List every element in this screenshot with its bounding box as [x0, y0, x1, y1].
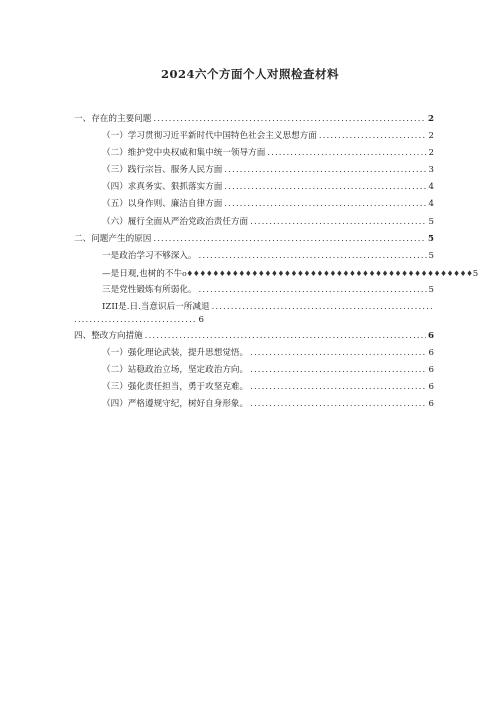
toc-entry-page: 4	[428, 199, 434, 210]
toc-leader-dots	[224, 162, 426, 179]
toc-entry-section-1-5[interactable]	[74, 196, 434, 213]
toc-leader-dots	[250, 396, 426, 413]
toc-entry-page: 5	[428, 250, 434, 261]
toc-entry-label: 三是党性锻炼有所弱化。	[102, 284, 197, 295]
toc-entry-label: —是日观,也树的不牛	[102, 268, 183, 279]
toc-entry-section-1-6[interactable]	[74, 214, 434, 231]
toc-entry-label: 一是政治学习不够深入。	[102, 250, 197, 261]
document-title: 2024六个方面个人对照检查材料	[160, 67, 339, 81]
toc-entry-label: 一、存在的主要问题	[74, 114, 152, 124]
toc-entry-page: 3	[428, 165, 434, 176]
toc-entry-section-2-3[interactable]	[74, 282, 434, 299]
toc-entry-label: （二）维护党中央权威和集中统一领导方面	[102, 148, 266, 159]
toc-leader-dots	[153, 231, 426, 248]
toc-leader-dots	[250, 379, 426, 396]
toc-entry-label: （一）学习贯彻习近平新时代中国特色社会主义思想方面	[102, 131, 317, 142]
toc-entry-section-4-1[interactable]	[74, 345, 434, 362]
toc-entry-label: （五）以身作则、廉洁自律方面	[102, 199, 223, 210]
toc-entry-section-4-2[interactable]	[74, 362, 434, 379]
toc-entry-section-4-3[interactable]	[74, 379, 434, 396]
toc-entry-page: 4	[428, 182, 434, 193]
toc-entry-label: （六）履行全面从严治党政治责任方面	[102, 216, 249, 227]
toc-entry-section-2-4[interactable]	[74, 299, 434, 328]
toc-leader-dots	[250, 345, 426, 362]
toc-entry-page: 6	[428, 331, 434, 342]
table-of-contents	[74, 111, 479, 414]
toc-entry-label: （四）严格遵规守纪，树好自身形象。	[102, 399, 249, 410]
toc-entry-section-2[interactable]	[74, 231, 434, 248]
toc-entry-page: 6	[428, 382, 434, 393]
toc-entry-label: （一）强化理论武装，提升思想觉悟。	[102, 348, 249, 359]
toc-leader-dots	[199, 282, 427, 299]
toc-leader-dots	[224, 196, 426, 213]
toc-entry-section-1[interactable]	[74, 111, 434, 128]
toc-entry-page: 6	[428, 399, 434, 410]
toc-entry-page: 2	[428, 148, 434, 159]
toc-entry-page: 2	[428, 114, 434, 124]
toc-entry-section-4-4[interactable]	[74, 396, 434, 413]
toc-entry-section-1-4[interactable]	[74, 179, 434, 196]
toc-entry-page: 5	[428, 284, 434, 295]
toc-entry-page: 6	[428, 348, 434, 359]
toc-leader-dots	[250, 362, 426, 379]
toc-entry-label: 四、整改方向措施	[74, 331, 143, 342]
toc-leader-dots	[212, 301, 432, 314]
toc-entry-label: 二、问题产生的原因	[74, 233, 152, 244]
toc-leader-dots	[153, 111, 426, 128]
toc-entry-page: 5	[428, 216, 434, 227]
toc-entry-page: 5	[472, 268, 479, 279]
toc-garbled-leader: o♦♦♦♦♦♦♦♦♦♦♦♦♦♦♦♦♦♦♦♦♦♦♦♦♦♦♦♦♦♦♦♦♦♦♦♦♦♦♦♦♦♦♦♦	[182, 268, 473, 278]
toc-entry-page: 5	[428, 233, 434, 244]
toc-entry-section-4[interactable]	[74, 328, 434, 345]
toc-entry-label: （三）践行宗旨、服务人民方面	[102, 165, 223, 176]
toc-entry-label: （四）求真务实、狠抓落实方面	[102, 182, 223, 193]
toc-entry-section-1-1[interactable]	[74, 128, 434, 145]
toc-entry-label: （二）站稳政治立场，坚定政治方向。	[102, 365, 249, 376]
toc-entry-page: 6	[428, 365, 434, 376]
toc-entry-page: 6	[198, 314, 204, 325]
toc-entry-section-1-3[interactable]	[74, 162, 434, 179]
toc-entry-section-1-2[interactable]	[74, 145, 434, 162]
toc-entry-label: IZII是.日.当意识后一所减退	[102, 302, 210, 313]
toc-entry-section-2-1[interactable]	[74, 248, 434, 265]
toc-leader-dots	[199, 248, 427, 265]
toc-leader-dots	[145, 328, 426, 345]
toc-entry-page: 2	[428, 131, 434, 142]
toc-leader-dots	[224, 179, 426, 196]
toc-entry-label: （三）强化责任担当，勇于攻坚克难。	[102, 382, 249, 393]
toc-leader-dots	[250, 214, 426, 231]
toc-leader-dots	[319, 128, 427, 145]
toc-leader-dots	[74, 314, 197, 327]
toc-entry-section-2-2[interactable]	[74, 265, 479, 282]
toc-leader-dots	[267, 145, 426, 162]
